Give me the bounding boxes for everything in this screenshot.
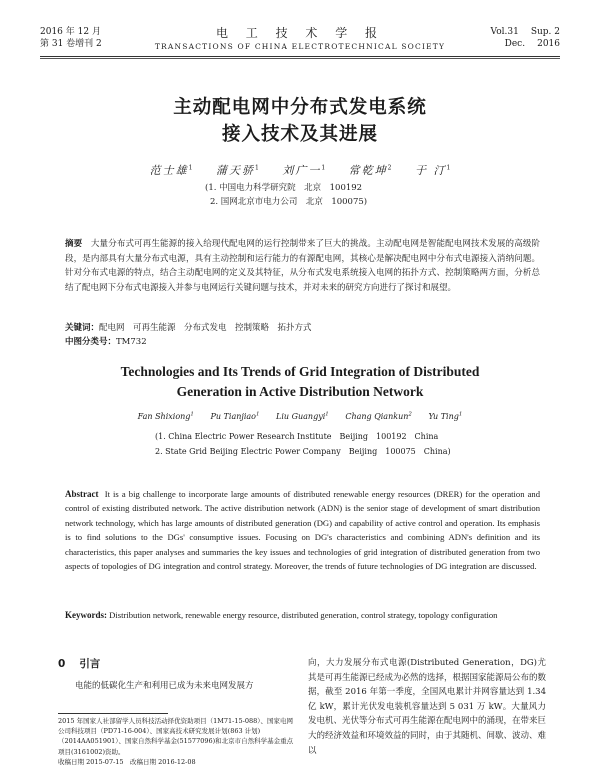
footnote-rule: [58, 713, 168, 714]
abstract-en-text: It is a big challenge to incorporate large amounts of distributed renewable energy resources (DRER) for the operation and control of existing distributed network. The active distribution network (ADN) is the senior stage of development of smart distribution network technology, which has large amounts of distributed generation (DG) and capability of active control and operation. Its emphasis is to find solutions to the DGs' consumptive issues. Focusing on DG's characteristics and combining ADN's definition and its characteristics, this paper analyses and summaries the key issues and technologies of grid integration of distributed generation from two aspects of topologies of DG integration and control strategy. Moreover, the trends of future technologies of DG integration are discussed.: [65, 489, 541, 572]
journal-name-en: TRANSACTIONS OF CHINA ELECTROTECHNICAL SOCIETY: [154, 42, 446, 51]
volume-en: Vol.31: [490, 27, 519, 37]
title-en-line-1: Technologies and Its Trends of Grid Integration of Distributed: [120, 364, 480, 379]
header-right: [491, 26, 560, 50]
author-en: Chang Qiankun$^2$: [345, 411, 412, 421]
author-en: Liu Guangyi$^1$: [276, 411, 329, 421]
author-cn: 刘广一$^1$: [282, 164, 326, 177]
keywords-en-label: Keywords:: [65, 610, 107, 620]
keywords-cn: [65, 321, 312, 333]
header-rule-thin: [40, 58, 560, 59]
affiliation-en-1: (1. China Electric Power Research Institute Beijing 100192 China: [155, 432, 439, 441]
section-heading: [58, 656, 114, 671]
author-en: Yu Ting$^1$: [428, 411, 463, 421]
author-cn: 于 汀$^1$: [414, 164, 451, 177]
section-number: 0: [58, 658, 66, 670]
abstract-cn-label: 摘要: [65, 239, 83, 249]
funding-footnote: [58, 716, 298, 767]
title-en-line-2: Generation in Active Distribution Network: [176, 384, 424, 399]
title-cn-line-2: 接入技术及其进展: [221, 124, 378, 145]
paper-title-en: [60, 362, 540, 402]
classification-cn: [65, 335, 147, 347]
affiliations-cn: [205, 181, 367, 209]
year-en: 2016: [537, 39, 560, 49]
issue-date: 2016 年 12 月: [40, 27, 101, 37]
keywords-cn-text: 配电网 可再生能源 分布式发电 控制策略 拓扑方式: [99, 323, 312, 333]
abstract-en-label: Abstract: [65, 489, 99, 499]
body-left-column: 电能的低碳化生产和利用已成为未来电网发展方: [75, 681, 254, 691]
affiliation-en-2: 2. State Grid Beijing Electric Power Company Beijing 100075 China): [155, 447, 451, 456]
title-cn-line-1: 主动配电网中分布式发电系统: [173, 97, 427, 118]
journal-name-cn: 电 工 技 术 学 报: [215, 26, 385, 40]
author-cn: 范士雄$^1$: [149, 164, 193, 177]
keywords-en-text: Distribution network, renewable energy resource, distributed generation, control strategy, topology configuration: [109, 610, 498, 620]
section-title: 引言: [79, 658, 101, 670]
body-right-column: 向，大力发展分布式电源(Distributed Generation，DG)尤其是可再生能源已经成为必然的选择，根据国家能源局公布的数据，截至 2016 年第一季度，全国风电累计并网容量达到 1.34 亿 kW，累计光伏发电装机容量达到 5 031 万 kW。大量风力发电机、光伏等分布式可再生能源在配电网中的涌现，在带来巨大的经济效益和环境效益的同时，由于其随机、间歇、波动、难以: [308, 658, 547, 756]
classification-cn-text: TM732: [116, 337, 147, 347]
supplement-en: Sup. 2: [530, 27, 560, 37]
issue-volume: 第 31 卷增刊 2: [40, 39, 102, 49]
author-cn: 常乾坤$^2$: [348, 164, 392, 177]
paper-title-cn: [60, 94, 540, 148]
author-en: Pu Tianjiao$^1$: [210, 411, 260, 421]
author-cn: 蒲天骄$^1$: [216, 164, 259, 177]
journal-masthead: [150, 24, 450, 51]
header-rule: [40, 56, 560, 57]
month-en: Dec.: [504, 39, 526, 49]
abstract-cn-text: 大量分布式可再生能源的接入给现代配电网的运行控制带来了巨大的挑战。主动配电网是智能配电网技术发展的高级阶段，是内部具有大量分布式电源，具有主动控制和运行能力的有源配电网，其核心是解决配电网中分布式电源接入消纳问题。针对分布式电源的特点，结合主动配电网的定义及其特征，从分布式发电系统接入电网的拓扑方式、控制策略两方面，分析总结了配电网下分布式电源接入并参与电网运行关键问题与技术，并对未来的研究方向进行了探讨和展望。: [65, 239, 540, 293]
affiliation-cn-2: 2. 国网北京市电力公司 北京 100075): [210, 197, 368, 207]
abstract-en: [65, 487, 540, 573]
keywords-en: [65, 608, 540, 622]
funding-text: 2015 年国家人社部留学人员科技活动择优资助项目（1M71-15-088）、国家电网公司科技项目（PD71-16-004）、国家高技术研究发展计划(863 计划)（2014AA051901）、国家自然科学基金(51577096)和北京市自然科学基金重点项目(3161002)资助。: [58, 717, 294, 756]
affiliations-en: [155, 429, 451, 459]
affiliation-cn-1: (1. 中国电力科学研究院 北京 100192: [205, 183, 363, 193]
author-en: Fan Shixiong$^1$: [137, 411, 194, 421]
classification-cn-label: 中图分类号：: [65, 337, 117, 347]
received-dates: 收稿日期 2015-07-15 改稿日期 2016-12-08: [58, 757, 196, 766]
keywords-cn-label: 关键词：: [65, 323, 100, 333]
abstract-cn: [65, 237, 540, 295]
authors-en: [60, 411, 540, 421]
authors-cn: [60, 162, 540, 178]
header-left: [40, 26, 102, 50]
